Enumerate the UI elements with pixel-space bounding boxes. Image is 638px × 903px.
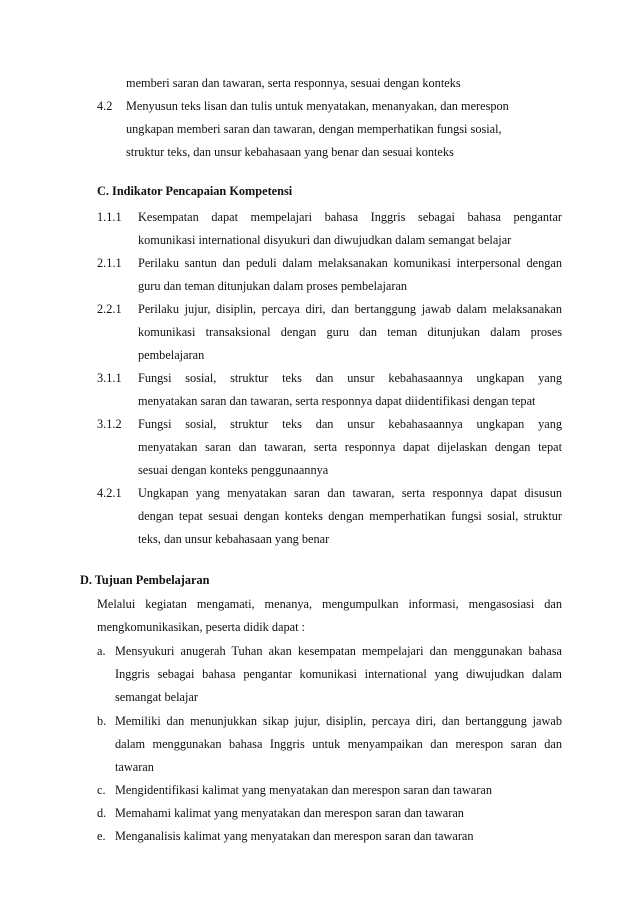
indicator-line: Kesempatan dapat mempelajari bahasa Inggris sebagai bahasa pengantar [138,210,562,224]
indicator-number: 2.1.1 [97,256,122,270]
objective-line: semangat belajar [115,690,198,704]
indicator-line: Fungsi sosial, struktur teks dan unsur kebahasaannya ungkapan yang [138,371,562,385]
objective-line: tawaran [115,760,154,774]
section-d-intro-line: mengkomunikasikan, peserta didik dapat : [97,620,305,634]
objective-letter: a. [97,644,106,658]
indicator-number: 3.1.1 [97,371,122,385]
objective-line: Inggris sebagai bahasa pengantar komunikasi international yang diwujudkan dalam [115,667,562,681]
indicator-line: pembelajaran [138,348,205,362]
objective-letter: e. [97,829,106,843]
objective-line: Mensyukuri anugerah Tuhan akan kesempatan mempelajari dan menggunakan bahasa [115,644,562,658]
indicator-number: 3.1.2 [97,417,122,431]
section-c-heading: C. Indikator Pencapaian Kompetensi [97,184,293,198]
indicator-line: guru dan teman ditunjukan dalam proses pembelajaran [138,279,408,293]
indicator-line: menyatakan saran dan tawaran, serta responnya dapat dijelaskan dengan tepat [138,440,562,454]
indicator-line: Fungsi sosial, struktur teks dan unsur kebahasaannya ungkapan yang [138,417,562,431]
section-d-heading: D. Tujuan Pembelajaran [80,573,210,587]
indicator-line: menyatakan saran dan tawaran, serta responnya dapat diidentifikasi dengan tepat [138,394,536,408]
kd-item-number: 4.2 [97,99,113,113]
kd-item-line: Menyusun teks lisan dan tulis untuk menyatakan, menanyakan, dan merespon [126,99,509,113]
indicator-number: 1.1.1 [97,210,122,224]
objective-letter: b. [97,714,107,728]
indicator-line: Ungkapan yang menyatakan saran dan tawaran, serta responnya dapat disusun [138,486,562,500]
indicator-number: 2.2.1 [97,302,122,316]
kd-item-line: ungkapan memberi saran dan tawaran, dengan memperhatikan fungsi sosial, [126,122,502,136]
objective-line: Menganalisis kalimat yang menyatakan dan merespon saran dan tawaran [115,829,474,843]
objective-line: Memahami kalimat yang menyatakan dan merespon saran dan tawaran [115,806,464,820]
indicator-line: teks, dan unsur kebahasaan yang benar [138,532,330,546]
kd-continuation-line: memberi saran dan tawaran, serta responnya, sesuai dengan konteks [126,76,461,90]
objective-line: Memiliki dan menunjukkan sikap jujur, disiplin, percaya diri, dan bertanggung jawab [115,714,562,728]
objective-letter: c. [97,783,106,797]
indicator-number: 4.2.1 [97,486,122,500]
indicator-line: Perilaku santun dan peduli dalam melaksanakan komunikasi interpersonal dengan [138,256,562,270]
kd-item-line: struktur teks, dan unsur kebahasaan yang benar dan sesuai konteks [126,145,454,159]
objective-letter: d. [97,806,107,820]
objective-line: Mengidentifikasi kalimat yang menyatakan dan merespon saran dan tawaran [115,783,492,797]
indicator-line: komunikasi transaksional dengan guru dan teman ditunjukan dalam proses [138,325,562,339]
indicator-line: komunikasi international disyukuri dan diwujudkan dalam semangat belajar [138,233,512,247]
indicator-line: sesuai dengan konteks penggunaannya [138,463,329,477]
indicator-line: Perilaku jujur, disiplin, percaya diri, dan bertanggung jawab dalam melaksanakan [138,302,562,316]
indicator-line: dengan tepat sesuai dengan konteks dengan memperhatikan fungsi sosial, struktur [138,509,562,523]
objective-line: dalam menggunakan bahasa Inggris untuk menyampaikan dan merespon saran dan [115,737,562,751]
section-d-intro-line: Melalui kegiatan mengamati, menanya, mengumpulkan informasi, mengasosiasi dan [97,597,562,611]
